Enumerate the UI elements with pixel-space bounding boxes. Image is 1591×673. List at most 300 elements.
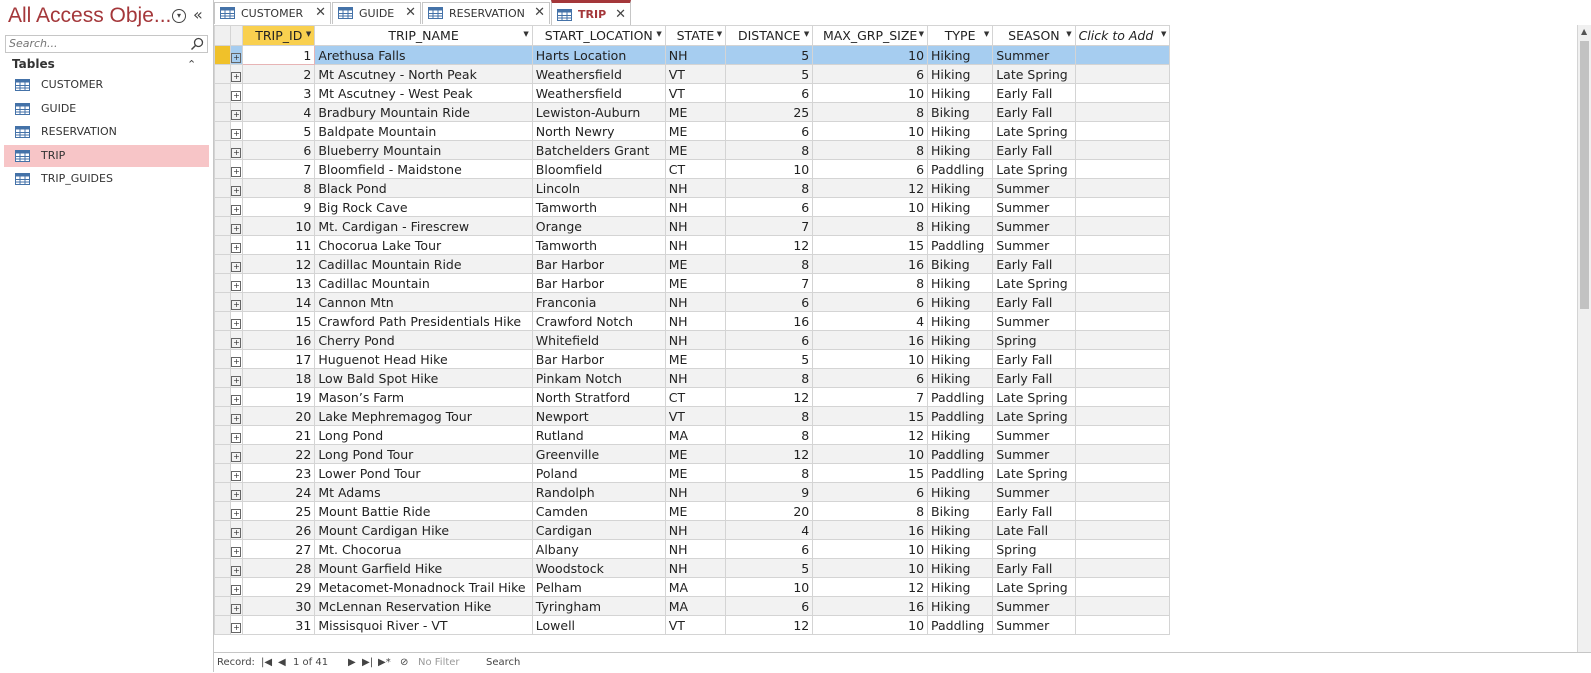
record-selector[interactable] [215, 369, 231, 388]
cell-trip-name[interactable]: Blueberry Mountain [315, 141, 532, 160]
table-row[interactable] [215, 65, 1587, 84]
record-selector[interactable] [215, 502, 231, 521]
cell-season[interactable]: Summer [993, 217, 1075, 236]
record-selector[interactable] [215, 160, 231, 179]
column-header-distance[interactable] [726, 26, 813, 46]
expand-subdatasheet[interactable] [230, 160, 243, 179]
table-row[interactable] [215, 350, 1587, 369]
cell-state[interactable]: VT [665, 84, 725, 103]
nav-item-guide[interactable] [4, 98, 209, 120]
table-row[interactable] [215, 46, 1587, 65]
expand-subdatasheet[interactable] [230, 407, 243, 426]
cell-start-location[interactable]: Orange [532, 217, 665, 236]
expand-plus-icon[interactable]: + [233, 204, 240, 214]
cell-trip-name[interactable]: Mount Garfield Hike [315, 559, 532, 578]
expand-subdatasheet[interactable] [230, 559, 243, 578]
cell-trip-name[interactable]: Missisquoi River - VT [315, 616, 532, 635]
record-selector[interactable] [215, 407, 231, 426]
nav-item-reservation[interactable] [4, 121, 209, 143]
cell-season[interactable]: Summer [993, 46, 1075, 65]
cell-distance[interactable]: 12 [726, 236, 813, 255]
record-selector[interactable] [215, 559, 231, 578]
cell-max-grp-size[interactable]: 16 [813, 521, 928, 540]
sort-filter-dropdown-icon[interactable]: ▼ [305, 30, 312, 38]
cell-max-grp-size[interactable]: 8 [813, 274, 928, 293]
cell-trip-id[interactable]: 19 [243, 388, 315, 407]
cell-state[interactable]: ME [665, 274, 725, 293]
cell-distance[interactable]: 9 [726, 483, 813, 502]
record-selector[interactable] [215, 464, 231, 483]
cell-max-grp-size[interactable]: 10 [813, 616, 928, 635]
cell-type[interactable]: Hiking [928, 597, 993, 616]
column-header-season[interactable] [993, 26, 1075, 46]
cell-trip-name[interactable]: Mt Ascutney - North Peak [315, 65, 532, 84]
click-to-add-cell[interactable] [1075, 331, 1170, 350]
cell-type[interactable]: Hiking [928, 350, 993, 369]
cell-trip-id[interactable]: 18 [243, 369, 315, 388]
click-to-add-cell[interactable] [1075, 46, 1170, 65]
cell-state[interactable]: NH [665, 179, 725, 198]
cell-max-grp-size[interactable]: 16 [813, 331, 928, 350]
cell-trip-name[interactable]: Mt Adams [315, 483, 532, 502]
sort-filter-dropdown-icon[interactable]: ▼ [1066, 30, 1072, 38]
cell-distance[interactable]: 8 [726, 255, 813, 274]
click-to-add-cell[interactable] [1075, 160, 1170, 179]
cell-trip-id[interactable]: 16 [243, 331, 315, 350]
cell-start-location[interactable]: Woodstock [532, 559, 665, 578]
cell-type[interactable]: Biking [928, 103, 993, 122]
cell-max-grp-size[interactable]: 6 [813, 483, 928, 502]
cell-distance[interactable]: 8 [726, 426, 813, 445]
cell-state[interactable]: NH [665, 559, 725, 578]
expand-plus-icon[interactable]: + [233, 90, 240, 100]
cell-distance[interactable]: 12 [726, 388, 813, 407]
cell-state[interactable]: ME [665, 350, 725, 369]
cell-trip-name[interactable]: Long Pond Tour [315, 445, 532, 464]
previous-record-icon[interactable]: ◀ [278, 657, 286, 668]
cell-max-grp-size[interactable]: 10 [813, 559, 928, 578]
expand-plus-icon[interactable]: + [233, 584, 240, 594]
record-selector[interactable] [215, 388, 231, 407]
expand-plus-icon[interactable]: + [233, 432, 240, 442]
cell-start-location[interactable]: Albany [532, 540, 665, 559]
cell-trip-id[interactable]: 3 [243, 84, 315, 103]
expand-subdatasheet[interactable] [230, 312, 243, 331]
cell-distance[interactable]: 8 [726, 369, 813, 388]
cell-season[interactable]: Late Spring [993, 388, 1075, 407]
cell-max-grp-size[interactable]: 6 [813, 293, 928, 312]
cell-start-location[interactable]: Crawford Notch [532, 312, 665, 331]
column-header-state[interactable] [665, 26, 725, 46]
select-all-corner[interactable] [215, 26, 231, 46]
cell-trip-id[interactable]: 13 [243, 274, 315, 293]
close-tab-icon[interactable]: ✕ [534, 5, 545, 20]
nav-group-header[interactable]: Tables [12, 57, 55, 71]
cell-season[interactable]: Summer [993, 445, 1075, 464]
table-row[interactable] [215, 521, 1587, 540]
cell-distance[interactable]: 7 [726, 217, 813, 236]
table-row[interactable] [215, 160, 1587, 179]
cell-trip-id[interactable]: 31 [243, 616, 315, 635]
cell-distance[interactable]: 12 [726, 616, 813, 635]
click-to-add-cell[interactable] [1075, 236, 1170, 255]
record-selector[interactable] [215, 236, 231, 255]
cell-start-location[interactable]: Bar Harbor [532, 255, 665, 274]
cell-distance[interactable]: 12 [726, 445, 813, 464]
expand-plus-icon[interactable]: + [233, 508, 240, 518]
column-header-start-location[interactable] [532, 26, 665, 46]
cell-distance[interactable]: 10 [726, 578, 813, 597]
cell-trip-name[interactable]: Long Pond [315, 426, 532, 445]
cell-trip-name[interactable]: Mount Battie Ride [315, 502, 532, 521]
column-header-trip-id[interactable] [243, 26, 315, 46]
cell-trip-id[interactable]: 9 [243, 198, 315, 217]
cell-state[interactable]: VT [665, 65, 725, 84]
cell-start-location[interactable]: Greenville [532, 445, 665, 464]
cell-distance[interactable]: 6 [726, 331, 813, 350]
cell-start-location[interactable]: Randolph [532, 483, 665, 502]
cell-max-grp-size[interactable]: 4 [813, 312, 928, 331]
cell-trip-id[interactable]: 20 [243, 407, 315, 426]
cell-season[interactable]: Summer [993, 179, 1075, 198]
cell-trip-name[interactable]: Baldpate Mountain [315, 122, 532, 141]
cell-season[interactable]: Early Fall [993, 350, 1075, 369]
expand-subdatasheet[interactable] [230, 274, 243, 293]
cell-type[interactable]: Paddling [928, 160, 993, 179]
nav-item-customer[interactable] [4, 74, 209, 96]
cell-season[interactable]: Summer [993, 426, 1075, 445]
expand-subdatasheet[interactable] [230, 521, 243, 540]
cell-trip-id[interactable]: 29 [243, 578, 315, 597]
expand-plus-icon[interactable]: + [233, 527, 240, 537]
cell-season[interactable]: Spring [993, 331, 1075, 350]
cell-max-grp-size[interactable]: 8 [813, 502, 928, 521]
cell-trip-name[interactable]: Chocorua Lake Tour [315, 236, 532, 255]
new-record-icon[interactable]: ▶* [378, 657, 391, 668]
cell-trip-name[interactable]: Low Bald Spot Hike [315, 369, 532, 388]
cell-max-grp-size[interactable]: 6 [813, 160, 928, 179]
expand-subdatasheet[interactable] [230, 445, 243, 464]
cell-season[interactable]: Summer [993, 198, 1075, 217]
expand-subdatasheet[interactable] [230, 597, 243, 616]
cell-season[interactable]: Early Fall [993, 369, 1075, 388]
tab-guide[interactable] [332, 2, 421, 24]
cell-type[interactable]: Hiking [928, 312, 993, 331]
table-row[interactable] [215, 464, 1587, 483]
cell-state[interactable]: NH [665, 46, 725, 65]
nav-item-trip[interactable] [4, 145, 209, 167]
click-to-add-cell[interactable] [1075, 369, 1170, 388]
sort-filter-dropdown-icon[interactable]: ▼ [918, 30, 925, 38]
next-record-icon[interactable]: ▶ [348, 657, 356, 668]
expand-plus-icon[interactable]: + [233, 356, 240, 366]
expand-subdatasheet[interactable] [230, 388, 243, 407]
record-selector[interactable] [215, 217, 231, 236]
expand-subdatasheet[interactable] [230, 122, 243, 141]
cell-season[interactable]: Late Spring [993, 65, 1075, 84]
cell-start-location[interactable]: Lincoln [532, 179, 665, 198]
cell-season[interactable]: Early Fall [993, 293, 1075, 312]
cell-start-location[interactable]: Lewiston-Auburn [532, 103, 665, 122]
click-to-add-cell[interactable] [1075, 616, 1170, 635]
expand-subdatasheet[interactable] [230, 65, 243, 84]
cell-distance[interactable]: 6 [726, 84, 813, 103]
cell-distance[interactable]: 5 [726, 350, 813, 369]
cell-max-grp-size[interactable]: 15 [813, 407, 928, 426]
current-record-input[interactable]: 1 of 41 [293, 657, 329, 668]
table-row[interactable] [215, 274, 1587, 293]
cell-type[interactable]: Hiking [928, 369, 993, 388]
cell-max-grp-size[interactable]: 12 [813, 578, 928, 597]
cell-trip-name[interactable]: Lower Pond Tour [315, 464, 532, 483]
record-selector[interactable] [215, 293, 231, 312]
cell-trip-id[interactable]: 12 [243, 255, 315, 274]
cell-season[interactable]: Summer [993, 616, 1075, 635]
cell-distance[interactable]: 4 [726, 521, 813, 540]
cell-type[interactable]: Biking [928, 502, 993, 521]
cell-start-location[interactable]: Poland [532, 464, 665, 483]
expand-plus-icon[interactable]: + [233, 413, 240, 423]
cell-trip-name[interactable]: Cherry Pond [315, 331, 532, 350]
record-selector[interactable] [215, 103, 231, 122]
cell-state[interactable]: NH [665, 198, 725, 217]
expand-subdatasheet[interactable] [230, 483, 243, 502]
click-to-add-cell[interactable] [1075, 217, 1170, 236]
column-header-max-grp-size[interactable] [813, 26, 928, 46]
expand-plus-icon[interactable]: + [233, 261, 240, 271]
cell-start-location[interactable]: Bar Harbor [532, 350, 665, 369]
cell-type[interactable]: Paddling [928, 464, 993, 483]
cell-max-grp-size[interactable]: 8 [813, 141, 928, 160]
last-record-icon[interactable]: ▶| [362, 657, 374, 668]
click-to-add-cell[interactable] [1075, 312, 1170, 331]
cell-trip-id[interactable]: 2 [243, 65, 315, 84]
expand-plus-icon[interactable]: + [233, 489, 240, 499]
cell-state[interactable]: ME [665, 122, 725, 141]
cell-state[interactable]: MA [665, 578, 725, 597]
cell-type[interactable]: Hiking [928, 559, 993, 578]
table-row[interactable] [215, 141, 1587, 160]
click-to-add-cell[interactable] [1075, 502, 1170, 521]
cell-start-location[interactable]: Harts Location [532, 46, 665, 65]
click-to-add-cell[interactable] [1075, 597, 1170, 616]
nav-menu-chevron-icon[interactable]: ▾ [172, 9, 186, 23]
cell-type[interactable]: Hiking [928, 217, 993, 236]
cell-max-grp-size[interactable]: 12 [813, 179, 928, 198]
cell-season[interactable]: Summer [993, 312, 1075, 331]
table-row[interactable] [215, 388, 1587, 407]
cell-type[interactable]: Hiking [928, 198, 993, 217]
filter-icon[interactable]: ⊘ [400, 657, 409, 668]
cell-trip-id[interactable]: 7 [243, 160, 315, 179]
tab-reservation[interactable] [422, 2, 550, 24]
expand-plus-icon[interactable]: + [233, 318, 240, 328]
cell-type[interactable]: Hiking [928, 331, 993, 350]
cell-season[interactable]: Early Fall [993, 141, 1075, 160]
cell-max-grp-size[interactable]: 15 [813, 464, 928, 483]
cell-max-grp-size[interactable]: 10 [813, 445, 928, 464]
record-selector[interactable] [215, 46, 231, 65]
expand-plus-icon[interactable]: + [233, 337, 240, 347]
expand-plus-icon[interactable]: + [233, 185, 240, 195]
expand-subdatasheet[interactable] [230, 540, 243, 559]
expand-subdatasheet[interactable] [230, 84, 243, 103]
expand-subdatasheet[interactable] [230, 502, 243, 521]
table-row[interactable] [215, 236, 1587, 255]
sort-filter-dropdown-icon[interactable]: ▼ [656, 30, 662, 38]
cell-state[interactable]: ME [665, 502, 725, 521]
cell-type[interactable]: Hiking [928, 46, 993, 65]
record-selector[interactable] [215, 597, 231, 616]
cell-trip-name[interactable]: Mt. Cardigan - Firescrew [315, 217, 532, 236]
expand-subdatasheet[interactable] [230, 464, 243, 483]
table-row[interactable] [215, 426, 1587, 445]
cell-start-location[interactable]: Tyringham [532, 597, 665, 616]
vertical-scrollbar[interactable] [1577, 25, 1591, 652]
expand-subdatasheet[interactable] [230, 198, 243, 217]
cell-trip-id[interactable]: 4 [243, 103, 315, 122]
cell-state[interactable]: NH [665, 369, 725, 388]
expand-plus-icon[interactable]: + [233, 166, 240, 176]
table-row[interactable] [215, 122, 1587, 141]
expand-plus-icon[interactable]: + [233, 128, 240, 138]
cell-type[interactable]: Hiking [928, 84, 993, 103]
close-tab-icon[interactable]: ✕ [405, 5, 416, 20]
cell-season[interactable]: Early Fall [993, 255, 1075, 274]
cell-trip-id[interactable]: 27 [243, 540, 315, 559]
cell-max-grp-size[interactable]: 10 [813, 540, 928, 559]
record-selector[interactable] [215, 331, 231, 350]
expand-subdatasheet[interactable] [230, 236, 243, 255]
expand-plus-icon[interactable]: + [233, 565, 240, 575]
cell-trip-name[interactable]: Mason’s Farm [315, 388, 532, 407]
click-to-add-cell[interactable] [1075, 141, 1170, 160]
expand-subdatasheet[interactable] [230, 179, 243, 198]
sort-filter-dropdown-icon[interactable]: ▼ [716, 30, 723, 38]
cell-max-grp-size[interactable]: 8 [813, 217, 928, 236]
sort-filter-dropdown-icon[interactable]: ▼ [523, 30, 529, 38]
record-selector[interactable] [215, 445, 231, 464]
record-selector[interactable] [215, 198, 231, 217]
cell-state[interactable]: NH [665, 312, 725, 331]
cell-trip-id[interactable]: 30 [243, 597, 315, 616]
cell-state[interactable]: NH [665, 521, 725, 540]
cell-season[interactable]: Early Fall [993, 84, 1075, 103]
sort-filter-dropdown-icon[interactable]: ▼ [983, 30, 990, 38]
cell-season[interactable]: Early Fall [993, 559, 1075, 578]
cell-distance[interactable]: 8 [726, 407, 813, 426]
cell-max-grp-size[interactable]: 16 [813, 597, 928, 616]
record-selector[interactable] [215, 578, 231, 597]
table-row[interactable] [215, 445, 1587, 464]
record-selector[interactable] [215, 141, 231, 160]
table-row[interactable] [215, 312, 1587, 331]
cell-start-location[interactable]: Pelham [532, 578, 665, 597]
record-selector[interactable] [215, 350, 231, 369]
click-to-add-cell[interactable] [1075, 407, 1170, 426]
expand-subdatasheet[interactable] [230, 141, 243, 160]
collapse-pane-icon[interactable]: « [193, 5, 203, 24]
cell-distance[interactable]: 7 [726, 274, 813, 293]
column-header-type[interactable] [928, 26, 993, 46]
cell-distance[interactable]: 16 [726, 312, 813, 331]
cell-type[interactable]: Hiking [928, 65, 993, 84]
table-row[interactable] [215, 483, 1587, 502]
cell-season[interactable]: Early Fall [993, 502, 1075, 521]
expand-plus-icon[interactable]: + [233, 470, 240, 480]
cell-season[interactable]: Late Spring [993, 122, 1075, 141]
nav-search-input[interactable] [9, 37, 179, 50]
expand-plus-icon[interactable]: + [233, 299, 240, 309]
nav-pane-title[interactable]: All Access Obje... [8, 4, 172, 27]
cell-season[interactable]: Late Spring [993, 407, 1075, 426]
cell-max-grp-size[interactable]: 10 [813, 84, 928, 103]
cell-start-location[interactable]: North Stratford [532, 388, 665, 407]
cell-type[interactable]: Hiking [928, 521, 993, 540]
cell-state[interactable]: NH [665, 331, 725, 350]
click-to-add-cell[interactable] [1075, 445, 1170, 464]
cell-type[interactable]: Paddling [928, 445, 993, 464]
click-to-add-cell[interactable] [1075, 274, 1170, 293]
cell-trip-id[interactable]: 1 [243, 46, 315, 65]
search-icon[interactable] [190, 37, 204, 51]
cell-trip-id[interactable]: 26 [243, 521, 315, 540]
expand-plus-icon[interactable]: + [233, 71, 240, 81]
cell-type[interactable]: Hiking [928, 274, 993, 293]
cell-season[interactable]: Late Spring [993, 160, 1075, 179]
cell-state[interactable]: ME [665, 445, 725, 464]
click-to-add-cell[interactable] [1075, 426, 1170, 445]
cell-state[interactable]: NH [665, 217, 725, 236]
cell-trip-name[interactable]: Mt. Chocorua [315, 540, 532, 559]
cell-start-location[interactable]: Weathersfield [532, 84, 665, 103]
cell-state[interactable]: VT [665, 616, 725, 635]
cell-start-location[interactable]: Newport [532, 407, 665, 426]
click-to-add-cell[interactable] [1075, 84, 1170, 103]
cell-trip-id[interactable]: 21 [243, 426, 315, 445]
cell-trip-name[interactable]: Lake Mephremagog Tour [315, 407, 532, 426]
cell-type[interactable]: Hiking [928, 179, 993, 198]
cell-type[interactable]: Hiking [928, 293, 993, 312]
cell-season[interactable]: Late Spring [993, 274, 1075, 293]
cell-trip-id[interactable]: 22 [243, 445, 315, 464]
cell-trip-name[interactable]: Metacomet-Monadnock Trail Hike [315, 578, 532, 597]
cell-start-location[interactable]: Batchelders Grant [532, 141, 665, 160]
cell-trip-name[interactable]: Mount Cardigan Hike [315, 521, 532, 540]
cell-trip-name[interactable]: Huguenot Head Hike [315, 350, 532, 369]
cell-start-location[interactable]: North Newry [532, 122, 665, 141]
cell-trip-id[interactable]: 14 [243, 293, 315, 312]
cell-start-location[interactable]: Camden [532, 502, 665, 521]
click-to-add-cell[interactable] [1075, 179, 1170, 198]
cell-trip-id[interactable]: 6 [243, 141, 315, 160]
expand-subdatasheet[interactable] [230, 217, 243, 236]
click-to-add-cell[interactable] [1075, 255, 1170, 274]
cell-distance[interactable]: 8 [726, 141, 813, 160]
expand-plus-icon[interactable]: + [233, 242, 240, 252]
cell-distance[interactable]: 6 [726, 293, 813, 312]
cell-trip-id[interactable]: 24 [243, 483, 315, 502]
cell-distance[interactable]: 5 [726, 65, 813, 84]
record-selector[interactable] [215, 540, 231, 559]
click-to-add-cell[interactable] [1075, 122, 1170, 141]
add-column-dropdown-icon[interactable]: ▼ [1161, 30, 1167, 38]
record-selector[interactable] [215, 122, 231, 141]
cell-state[interactable]: NH [665, 483, 725, 502]
table-row[interactable] [215, 616, 1587, 635]
expand-plus-icon[interactable]: + [233, 52, 240, 62]
cell-trip-id[interactable]: 8 [243, 179, 315, 198]
